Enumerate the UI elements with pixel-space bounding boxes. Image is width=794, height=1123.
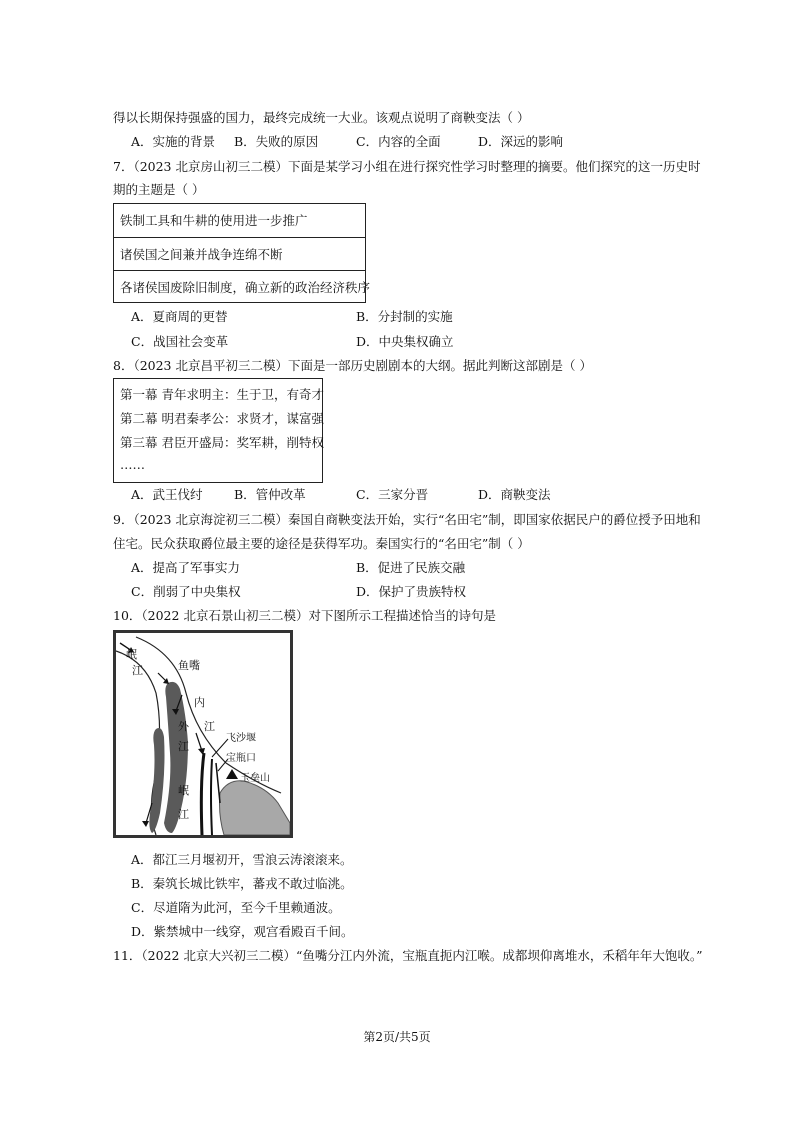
- q9-option-b[interactable]: B．促进了民族交融: [356, 560, 466, 575]
- q7-summary-divider-2: [114, 270, 365, 271]
- q7-option-b[interactable]: B．分封制的实施: [356, 309, 453, 324]
- q6-option-b[interactable]: B．失败的原因: [234, 134, 319, 149]
- q9-option-c[interactable]: C．削弱了中央集权: [131, 584, 241, 599]
- q10-option-c[interactable]: C．尽道隋为此河，至今千里赖通波。: [131, 900, 341, 915]
- map-label-yuzui: 鱼嘴: [178, 659, 200, 672]
- dujiangyan-map: [113, 630, 293, 838]
- q7-summary-divider-1: [114, 237, 365, 238]
- q10-option-a[interactable]: A．都江三月堰初开，雪浪云涛滚滚来。: [131, 852, 353, 867]
- q6-option-d[interactable]: D．深远的影响: [478, 134, 564, 149]
- q9-option-a[interactable]: A．提高了军事实力: [131, 560, 241, 575]
- q7-option-a[interactable]: A．夏商周的更替: [131, 309, 228, 324]
- q8-option-d[interactable]: D．商鞅变法: [478, 487, 551, 502]
- q8-stem: 8．（2023 北京昌平初三二模）下面是一部历史剧剧本的大纲。据此判断这部剧是（ ）: [113, 358, 592, 373]
- map-label-baopingkou: 宝瓶口: [226, 753, 256, 764]
- q6-option-c[interactable]: C．内容的全面: [356, 134, 441, 149]
- q8-outline-ellipsis: ……: [120, 457, 145, 472]
- map-label-neijiang: 内 江: [194, 696, 215, 733]
- q9-option-d[interactable]: D．保护了贵族特权: [356, 584, 467, 599]
- map-label-feishayan: 飞沙堰: [226, 733, 256, 744]
- q8-outline-act-1: 第一幕 青年求明主：生于卫，有奇才: [120, 387, 324, 402]
- q7-summary-row-3: 各诸侯国废除旧制度，确立新的政治经济秩序: [120, 280, 371, 295]
- page-number-footer: 第2页/共5页: [363, 1030, 431, 1044]
- q8-outline-act-3: 第三幕 君臣开盛局：奖军耕，削特权: [120, 435, 324, 450]
- q7-summary-row-1: 铁制工具和牛耕的使用进一步推广: [120, 213, 308, 228]
- q8-option-a[interactable]: A．武王伐纣: [131, 487, 203, 502]
- q7-option-d[interactable]: D．中央集权确立: [356, 334, 454, 349]
- q6-option-a[interactable]: A．实施的背景: [131, 134, 216, 149]
- q7-option-c[interactable]: C．战国社会变革: [131, 334, 229, 349]
- q7-stem-line1: 7．（2023 北京房山初三二模）下面是某学习小组在进行探究性学习时整理的摘要。他们探究的这一历史时: [113, 159, 701, 174]
- map-label-minjiang-top: 岷 江: [126, 648, 143, 677]
- q7-summary-box: [113, 203, 371, 303]
- q8-option-b[interactable]: B．管仲改革: [234, 487, 306, 502]
- q7-summary-row-2: 诸侯国之间兼并战争连绵不断: [120, 247, 283, 262]
- q9-stem-line2: 住宅。民众获取爵位最主要的途径是获得军功。秦国实行的“名田宅”制（ ）: [113, 536, 530, 551]
- q8-outline-act-2: 第二幕 明君秦孝公：求贤才，谋富强: [120, 411, 324, 426]
- q10-option-d[interactable]: D．紫禁城中一线穿，观宫看殿百千间。: [131, 924, 354, 939]
- q8-outline-box: [113, 378, 323, 483]
- map-label-yuleishan: 玉垒山: [240, 773, 270, 784]
- q11-stem: 11．（2022 北京大兴初三二模）“鱼嘴分江内外流，宝瓶直扼内江喉。成都坝仰离堆水，禾稻年年大饱收。”: [113, 948, 703, 963]
- q8-option-c[interactable]: C．三家分晋: [356, 487, 429, 502]
- map-label-minjiang-bottom: 岷 江: [178, 784, 189, 821]
- q6-stem-continuation: 得以长期保持强盛的国力，最终完成统一大业。该观点说明了商鞅变法（ ）: [113, 110, 530, 125]
- q9-stem-line1: 9．（2023 北京海淀初三二模）秦国自商鞅变法开始，实行“名田宅”制，即国家依据民户的爵位授予田地和: [113, 512, 701, 527]
- q10-stem: 10．（2022 北京石景山初三二模）对下图所示工程描述恰当的诗句是: [113, 608, 496, 623]
- map-label-waijiang: 外 江: [178, 720, 189, 753]
- q10-option-b[interactable]: B．秦筑长城比铁牢，蕃戎不敢过临洮。: [131, 876, 353, 891]
- q7-stem-line2: 期的主题是（ ）: [113, 182, 205, 197]
